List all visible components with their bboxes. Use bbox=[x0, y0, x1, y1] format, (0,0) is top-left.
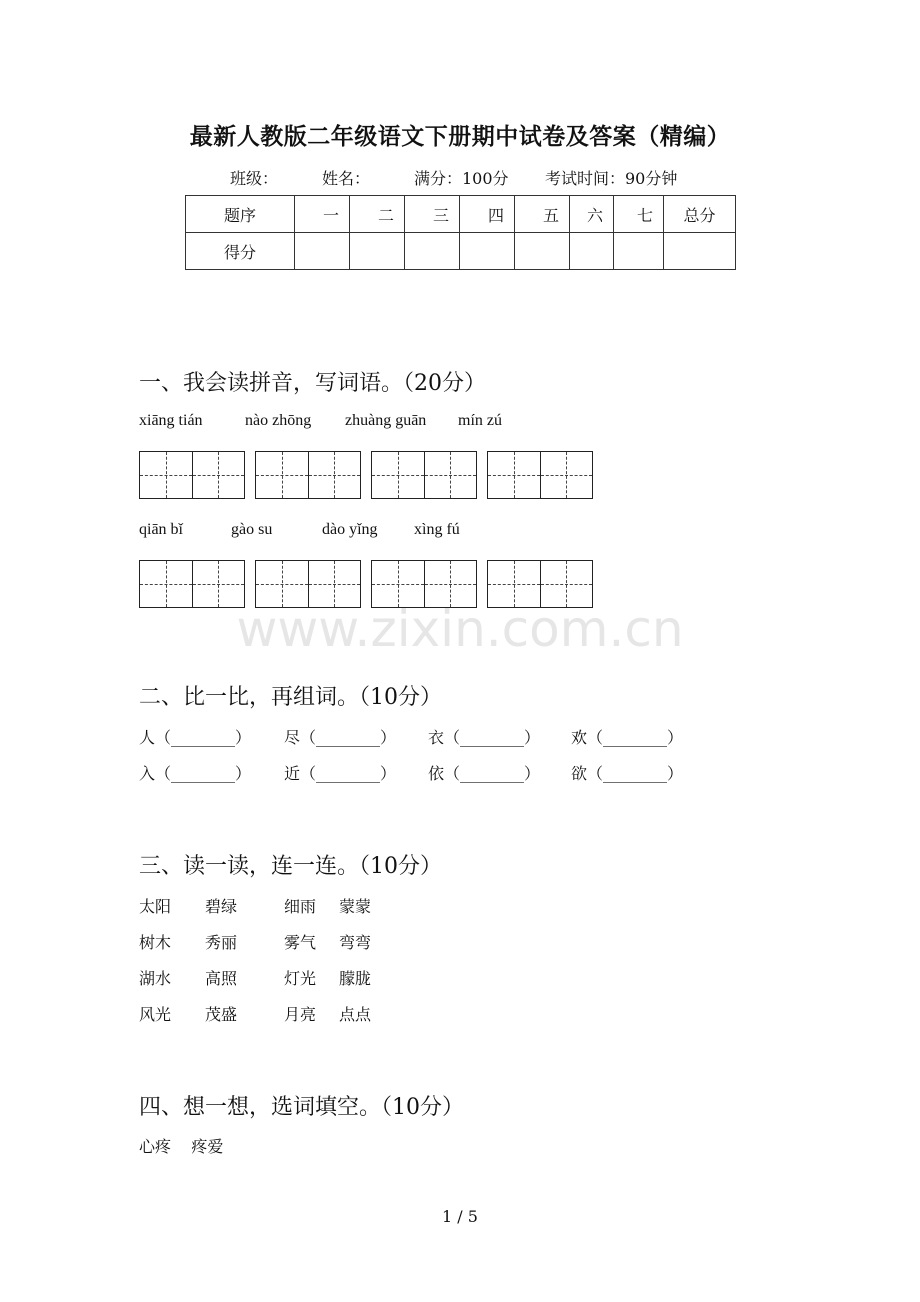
match-word: 风光 bbox=[139, 1005, 172, 1024]
fill-blank[interactable]: 尽（________） bbox=[284, 728, 397, 747]
writing-grid[interactable] bbox=[139, 451, 245, 499]
page-title: 最新人教版二年级语文下册期中试卷及答案（精编） bbox=[189, 123, 731, 150]
col-total: 总分 bbox=[664, 196, 736, 233]
col-2: 二 bbox=[350, 196, 405, 233]
match-word: 茂盛 bbox=[205, 1005, 238, 1024]
fill-blank[interactable]: 依（________） bbox=[428, 764, 541, 783]
score-cell[interactable] bbox=[614, 233, 664, 270]
exam-time-label: 考试时间：90分钟 bbox=[545, 169, 678, 188]
pinyin-2-2: gào su bbox=[231, 521, 273, 538]
score-table-header-row bbox=[186, 196, 736, 233]
pinyin-2-3: dào yǐng bbox=[322, 521, 378, 538]
full-score-label: 满分：100分 bbox=[414, 169, 509, 188]
score-table-score-row bbox=[186, 233, 736, 270]
col-4: 四 bbox=[460, 196, 515, 233]
score-cell[interactable] bbox=[405, 233, 460, 270]
match-word: 点点 bbox=[339, 1005, 372, 1024]
fill-blank[interactable]: 近（________） bbox=[284, 764, 397, 783]
match-word: 细雨 bbox=[284, 897, 317, 916]
pinyin-2-1: qiān bǐ bbox=[139, 521, 183, 538]
col-5: 五 bbox=[515, 196, 570, 233]
match-word: 树木 bbox=[139, 933, 172, 952]
match-word: 湖水 bbox=[139, 969, 172, 988]
page-number: 1 / 5 bbox=[442, 1207, 478, 1226]
score-table bbox=[185, 195, 736, 270]
score-cell[interactable] bbox=[460, 233, 515, 270]
match-word: 碧绿 bbox=[205, 897, 238, 916]
name-label: 姓名： bbox=[322, 169, 371, 188]
match-word: 蒙蒙 bbox=[339, 897, 372, 916]
section4-heading: 四、想一想，选词填空。（10分） bbox=[139, 1095, 464, 1120]
fill-blank[interactable]: 入（________） bbox=[139, 764, 252, 783]
writing-grid[interactable] bbox=[487, 451, 593, 499]
match-word: 月亮 bbox=[284, 1005, 317, 1024]
col-3: 三 bbox=[405, 196, 460, 233]
row-label-question: 题序 bbox=[186, 196, 295, 233]
score-cell[interactable] bbox=[350, 233, 405, 270]
fill-blank[interactable]: 衣（________） bbox=[428, 728, 541, 747]
col-1: 一 bbox=[295, 196, 350, 233]
score-cell[interactable] bbox=[515, 233, 570, 270]
watermark: www.zixin.com.cn bbox=[236, 600, 684, 658]
pinyin-2-4: xìng fú bbox=[414, 521, 460, 538]
match-word: 弯弯 bbox=[339, 933, 372, 952]
writing-grid[interactable] bbox=[371, 451, 477, 499]
score-cell[interactable] bbox=[570, 233, 614, 270]
match-word: 太阳 bbox=[139, 897, 172, 916]
section2-heading: 二、比一比，再组词。（10分） bbox=[139, 685, 442, 710]
match-word: 朦胧 bbox=[339, 969, 372, 988]
row-label-score: 得分 bbox=[186, 233, 295, 270]
match-word: 秀丽 bbox=[205, 933, 238, 952]
fill-blank[interactable]: 人（________） bbox=[139, 728, 252, 747]
section3-heading: 三、读一读，连一连。（10分） bbox=[139, 854, 442, 879]
word-choices: 心疼 疼爱 bbox=[139, 1137, 224, 1156]
match-word: 高照 bbox=[205, 969, 238, 988]
pinyin-1-1: xiāng tián bbox=[139, 412, 203, 429]
fill-blank[interactable]: 欲（________） bbox=[571, 764, 684, 783]
pinyin-1-3: zhuàng guān bbox=[345, 412, 427, 429]
col-6: 六 bbox=[570, 196, 614, 233]
match-word: 雾气 bbox=[284, 933, 317, 952]
match-word: 灯光 bbox=[284, 969, 317, 988]
section1-heading: 一、我会读拼音，写词语。（20分） bbox=[139, 371, 486, 396]
writing-grid[interactable] bbox=[255, 451, 361, 499]
col-7: 七 bbox=[614, 196, 664, 233]
pinyin-1-2: nào zhōng bbox=[245, 412, 312, 429]
pinyin-1-4: mín zú bbox=[458, 412, 502, 429]
score-cell[interactable] bbox=[664, 233, 736, 270]
score-cell[interactable] bbox=[295, 233, 350, 270]
fill-blank[interactable]: 欢（________） bbox=[571, 728, 684, 747]
class-label: 班级： bbox=[230, 169, 279, 188]
